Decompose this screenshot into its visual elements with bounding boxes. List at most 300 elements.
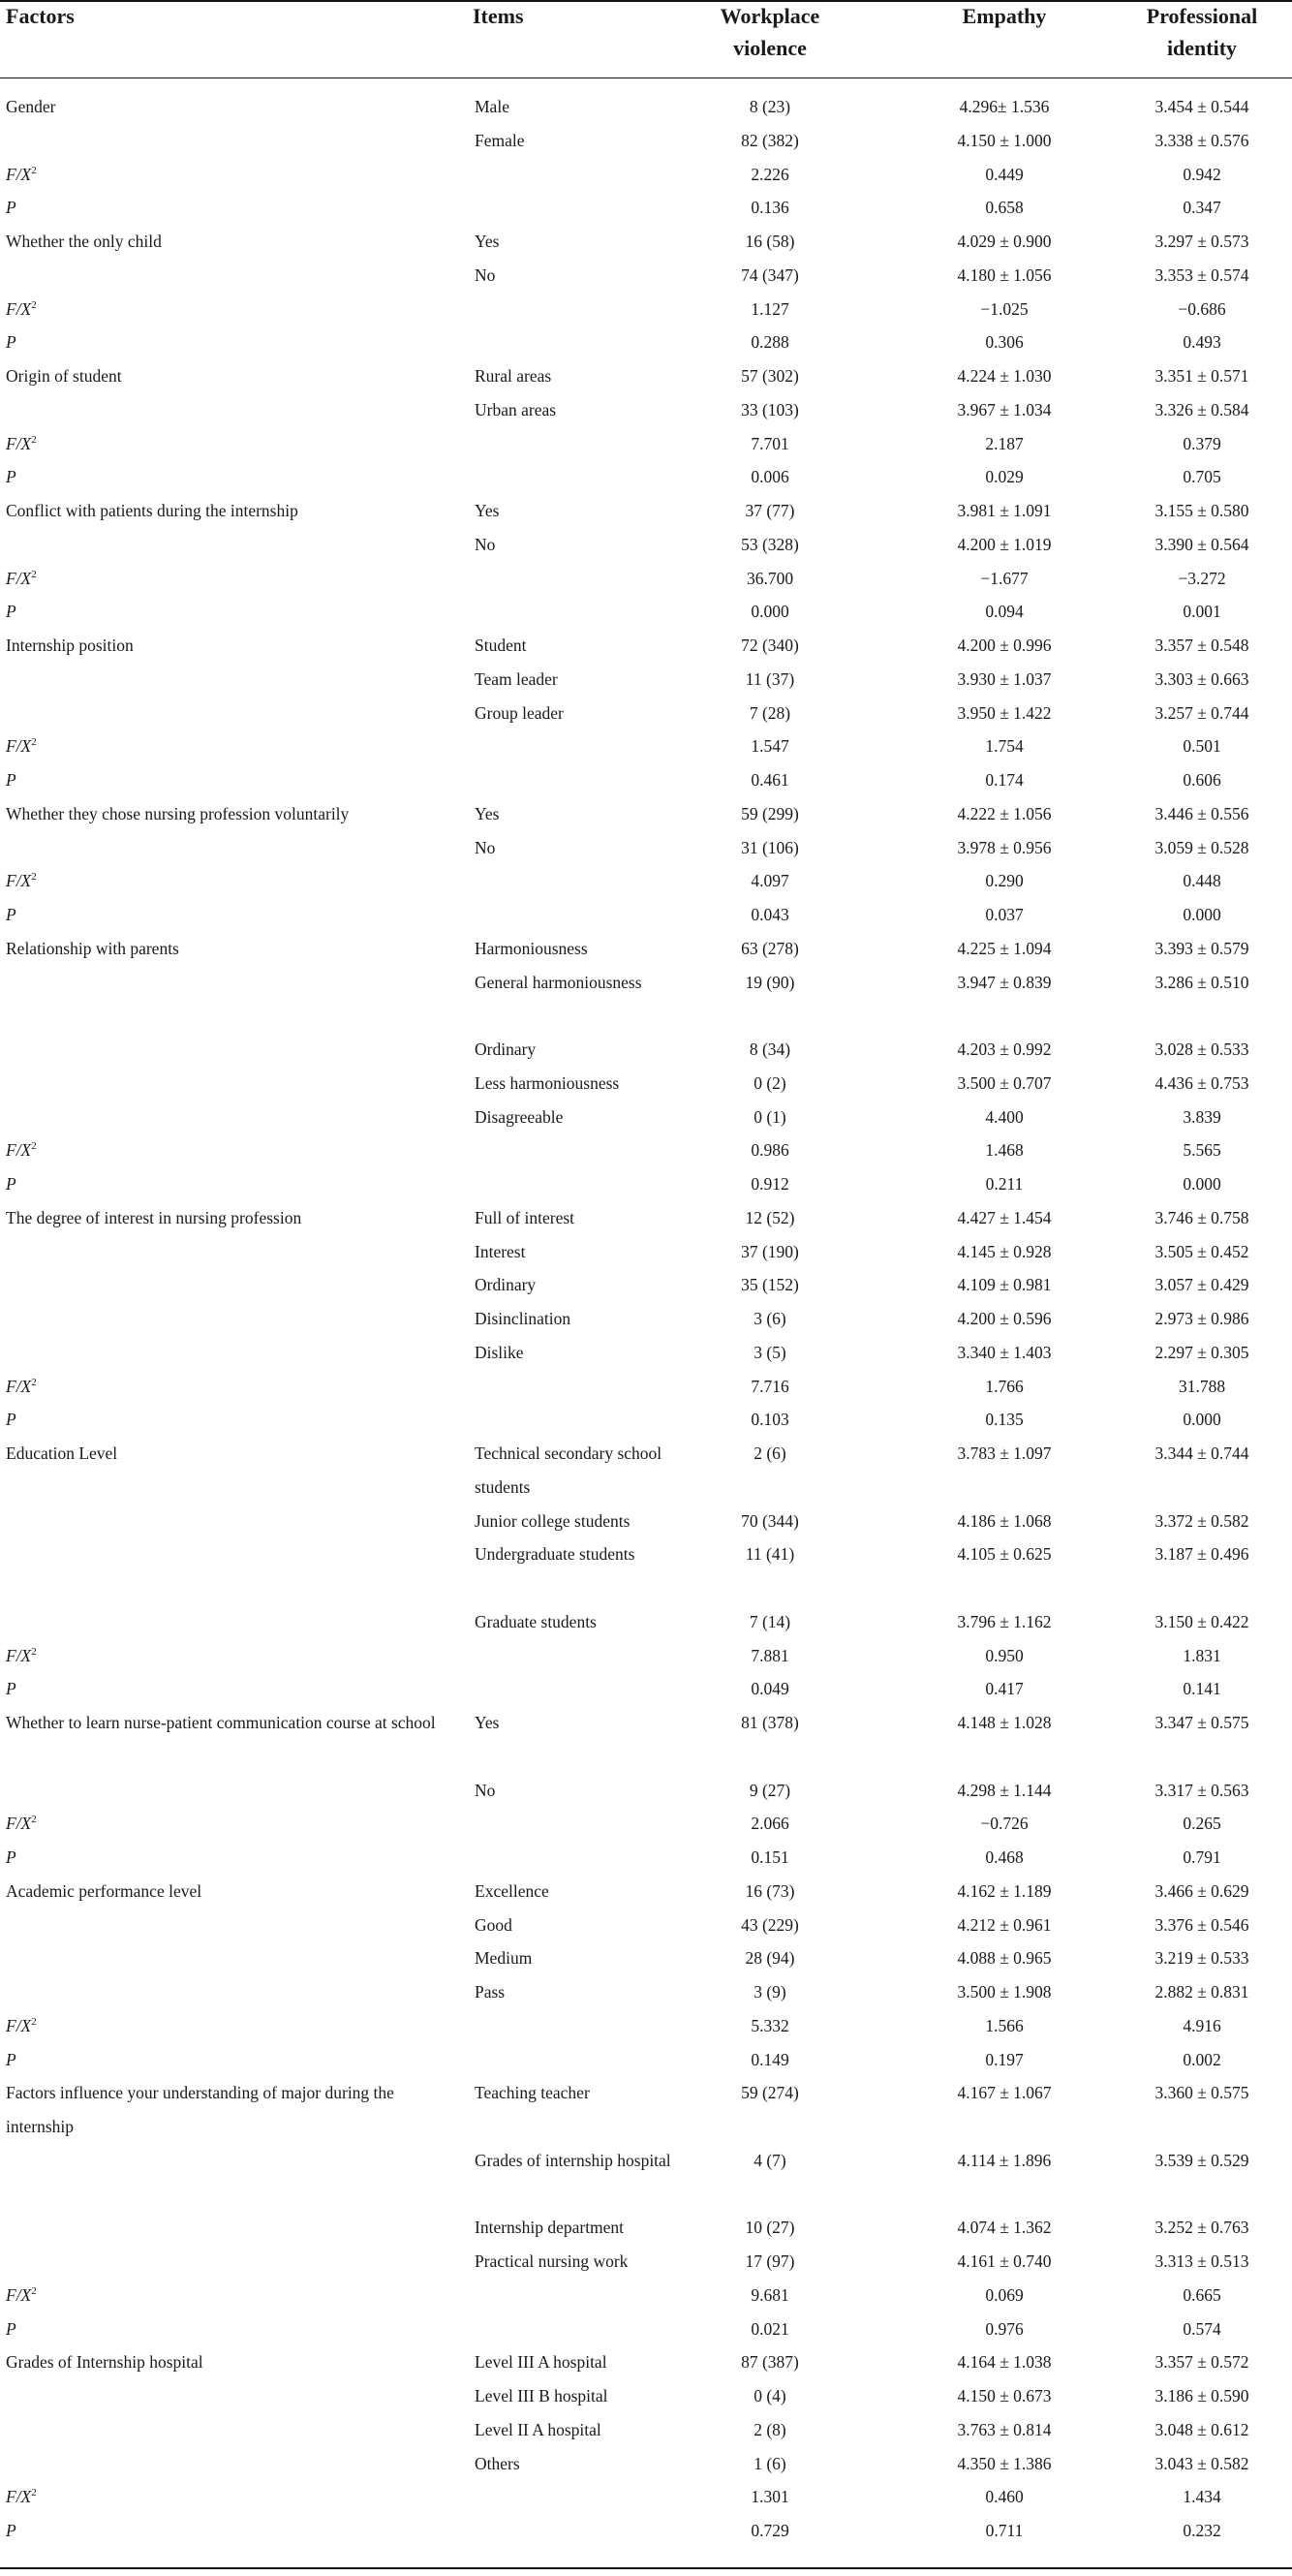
professional-identity-cell: 3.353 ± 0.574 [1154,264,1249,285]
empathy-cell: 4.029 ± 0.900 [957,232,1052,251]
professional-identity-cell: 3.351 ± 0.571 [1154,366,1249,386]
professional-identity-cell: 0.265 [1183,1814,1221,1834]
empathy-cell: −1.025 [980,298,1029,319]
workplace-violence-cell: 87 (387) [741,2352,799,2373]
professional-identity-cell: 3.347 ± 0.575 [1154,1713,1249,1732]
workplace-violence-cell: 3 (5) [754,1342,786,1362]
workplace-violence-cell: 1.547 [751,736,789,757]
stat-label [6,2009,461,2043]
item-cell: Graduate students [475,1611,597,1631]
item-cell: Yes [475,1713,500,1732]
professional-identity-cell: 3.155 ± 0.580 [1154,501,1249,520]
professional-identity-cell: 3.150 ± 0.422 [1154,1611,1249,1631]
item-cell: Interest [475,1241,526,1261]
empathy-cell: 4.105 ± 0.625 [957,1544,1052,1565]
workplace-violence-cell: 82 (382) [741,130,799,150]
professional-identity-cell: 3.454 ± 0.544 [1154,97,1249,116]
item-cell: Junior college students [475,1510,631,1531]
stat-row-p [0,460,1292,494]
item-cell: Undergraduate students [475,1544,635,1565]
factor-cell: Origin of student [6,366,122,386]
table-row [0,2379,1292,2413]
professional-identity-cell: 1.831 [1183,1645,1221,1665]
stat-label-text: P [6,2049,16,2069]
professional-identity-cell: 0.665 [1183,2284,1221,2305]
item-cell: Level III B hospital [475,2386,608,2405]
table-row [0,1909,1292,1942]
table-row [0,393,1292,427]
table-row [0,90,1292,124]
table-row [0,259,1292,293]
empathy-cell: 2.187 [985,433,1024,453]
table-row [0,1336,1292,1370]
header-workplace-violence [683,0,857,78]
empathy-cell: 3.950 ± 1.422 [957,702,1052,723]
empathy-cell: 3.967 ± 1.034 [957,399,1052,419]
workplace-violence-cell: 37 (77) [745,501,795,520]
professional-identity-cell: 3.059 ± 0.528 [1154,837,1249,857]
stat-label [6,898,461,932]
empathy-cell: 0.094 [985,602,1024,622]
empathy-cell: 4.109 ± 0.981 [957,1275,1052,1295]
item-cell: Practical nursing work [475,2251,629,2271]
table-row [0,629,1292,663]
professional-identity-cell: 3.338 ± 0.576 [1154,130,1249,150]
workplace-violence-cell: 9 (27) [749,1780,791,1800]
item-cell: No [475,264,496,285]
professional-identity-cell: 3.372 ± 0.582 [1154,1510,1249,1531]
stat-label [6,864,461,898]
empathy-cell: 3.783 ± 1.097 [957,1443,1052,1463]
professional-identity-cell: 3.297 ± 0.573 [1154,232,1249,251]
workplace-violence-cell: 17 (97) [745,2251,795,2271]
empathy-cell: 4.203 ± 0.992 [957,1040,1052,1059]
factor-cell: Factors influence your understanding of major during the internship [6,2083,394,2136]
item-cell: Less harmoniousness [475,1072,620,1093]
professional-identity-cell: 5.565 [1183,1140,1221,1161]
table-row [0,124,1292,158]
workplace-violence-cell: 0.986 [751,1140,789,1161]
stat-row-p [0,763,1292,797]
empathy-cell: 3.340 ± 1.403 [957,1342,1052,1362]
professional-identity-cell: 3.466 ± 0.629 [1154,1880,1249,1901]
stat-label-superscript: 2 [31,164,37,176]
empathy-cell: 0.658 [985,198,1024,218]
stat-label-text: P [6,1410,16,1430]
item-cell: Ordinary [475,1040,537,1059]
workplace-violence-cell: 7.881 [751,1645,789,1665]
workplace-violence-cell: 11 (37) [745,668,795,689]
stat-label [6,2312,461,2346]
item-cell: Level II A hospital [475,2419,601,2439]
table-row [0,1437,1292,1505]
professional-identity-cell: 3.539 ± 0.529 [1154,2150,1249,2170]
table-row [0,1201,1292,1235]
professional-identity-cell: 0.493 [1183,332,1221,353]
professional-identity-cell: 0.141 [1183,1679,1221,1699]
professional-identity-cell: 0.232 [1183,2521,1221,2540]
professional-identity-cell: 3.043 ± 0.582 [1154,2453,1249,2473]
table-row [0,1774,1292,1808]
stat-label [6,595,461,629]
empathy-cell: 4.200 ± 0.596 [957,1309,1052,1328]
empathy-cell: 3.763 ± 0.814 [957,2419,1052,2439]
item-cell: Others [475,2453,520,2473]
professional-identity-cell: 3.505 ± 0.452 [1154,1241,1249,1261]
stat-label-superscript: 2 [31,2015,37,2028]
workplace-violence-cell: 0.006 [751,467,789,487]
factor-cell: Gender [6,97,56,116]
item-cell: No [475,1780,496,1800]
workplace-violence-cell: 70 (344) [741,1510,799,1531]
stat-label-text: F/X [6,2487,32,2507]
stat-row-p [0,191,1292,225]
empathy-cell: 4.200 ± 1.019 [957,534,1052,554]
workplace-violence-cell: 0.103 [751,1410,789,1430]
empathy-cell: 4.145 ± 0.928 [957,1241,1052,1261]
professional-identity-cell: 3.344 ± 0.744 [1154,1443,1249,1463]
stat-label [6,1807,461,1841]
stat-label-text: F/X [6,1814,32,1834]
stat-row-f [0,1133,1292,1167]
table-row [0,663,1292,697]
stat-label-superscript: 2 [31,568,37,580]
workplace-violence-cell: 1.127 [751,298,789,319]
professional-identity-cell: 0.574 [1183,2318,1221,2339]
stat-label-text: P [6,770,16,790]
factor-cell: Whether the only child [6,232,162,251]
item-cell: Good [475,1914,512,1935]
empathy-cell: 4.150 ± 0.673 [957,2386,1052,2405]
professional-identity-cell: −3.272 [1178,568,1226,588]
stat-label-superscript: 2 [31,298,37,311]
professional-identity-cell: 3.048 ± 0.612 [1154,2419,1249,2439]
table-row [0,966,1292,1034]
stat-row-f [0,2480,1292,2514]
workplace-violence-cell: 81 (378) [741,1713,799,1732]
empathy-cell: 3.500 ± 0.707 [957,1072,1052,1093]
item-cell: General harmoniousness [475,972,642,992]
professional-identity-cell: 4.436 ± 0.753 [1154,1072,1249,1093]
item-cell: Ordinary [475,1275,537,1295]
stat-row-f [0,2009,1292,2043]
stat-label [6,763,461,797]
empathy-cell: 4.114 ± 1.896 [957,2150,1052,2170]
workplace-violence-cell: 1.301 [751,2487,789,2507]
professional-identity-cell: 0.379 [1183,433,1221,453]
stat-label-text: P [6,1174,16,1194]
workplace-violence-cell: 0.049 [751,1679,789,1699]
professional-identity-cell: 3.286 ± 0.510 [1154,972,1249,992]
stat-label-text: P [6,2318,16,2339]
factor-cell: Relationship with parents [6,938,179,958]
professional-identity-cell: 0.791 [1183,1847,1221,1867]
stat-row-p [0,595,1292,629]
empathy-cell: 0.290 [985,871,1024,891]
professional-identity-cell: 0.001 [1183,602,1221,622]
header-workplace-violence-line2: violence [733,36,807,60]
professional-identity-cell: 0.000 [1183,1174,1221,1194]
workplace-violence-cell: 0.461 [751,770,789,790]
stat-label-text: P [6,1847,16,1867]
item-cell: Male [475,97,509,116]
item-cell: Internship department [475,2218,625,2238]
professional-identity-cell: 3.252 ± 0.763 [1154,2218,1249,2238]
stat-label-superscript: 2 [31,1376,37,1388]
stat-row-f [0,1807,1292,1841]
empathy-cell: 3.930 ± 1.037 [957,668,1052,689]
empathy-cell: 4.164 ± 1.038 [957,2352,1052,2373]
workplace-violence-cell: 4 (7) [754,2150,786,2170]
professional-identity-cell: 3.028 ± 0.533 [1154,1040,1249,1059]
stat-label-text: F/X [6,871,32,891]
item-cell: Urban areas [475,399,557,419]
workplace-violence-cell: 0.043 [751,905,789,924]
item-cell: Medium [475,1948,533,1969]
professional-identity-cell: 0.501 [1183,736,1221,757]
professional-identity-cell: 3.360 ± 0.575 [1154,2083,1249,2103]
empathy-cell: 4.167 ± 1.067 [957,2083,1052,2103]
table-row [0,1268,1292,1302]
professional-identity-cell: 0.000 [1183,905,1221,924]
empathy-cell: 4.225 ± 1.094 [957,938,1052,958]
workplace-violence-cell: 0.912 [751,1174,789,1194]
stat-row-p [0,1403,1292,1437]
stat-label-superscript: 2 [31,2284,37,2297]
stat-label-superscript: 2 [31,1814,37,1826]
stat-row-f [0,2279,1292,2312]
empathy-cell: 0.449 [985,164,1024,184]
professional-identity-cell: −0.686 [1178,298,1226,319]
empathy-cell: 4.186 ± 1.068 [957,1510,1052,1531]
workplace-violence-cell: 8 (23) [749,97,791,116]
item-cell: Female [475,130,525,150]
stat-label-text: P [6,198,16,218]
empathy-cell: 4.222 ± 1.056 [957,803,1052,823]
table-header [0,0,1292,78]
workplace-violence-cell: 0.151 [751,1847,789,1867]
stat-label-text: F/X [6,164,32,184]
table-row [0,2447,1292,2481]
workplace-violence-cell: 0.000 [751,602,789,622]
stat-label-text: F/X [6,1376,32,1396]
item-cell: No [475,837,496,857]
stat-label [6,2043,461,2077]
empathy-cell: 4.350 ± 1.386 [957,2453,1052,2473]
workplace-violence-cell: 57 (302) [741,366,799,386]
workplace-violence-cell: 31 (106) [741,837,799,857]
table-row [0,1067,1292,1101]
stat-label [6,562,461,596]
empathy-cell: 4.148 ± 1.028 [957,1713,1052,1732]
workplace-violence-cell: 59 (274) [741,2083,799,2103]
stat-label [6,460,461,494]
stat-label-text: P [6,905,16,924]
workplace-violence-cell: 5.332 [751,2015,789,2035]
workplace-violence-cell: 19 (90) [745,972,795,992]
empathy-cell: 0.976 [985,2318,1024,2339]
stat-label [6,158,461,192]
professional-identity-cell: 3.446 ± 0.556 [1154,803,1249,823]
workplace-violence-cell: 74 (347) [741,264,799,285]
item-cell: Yes [475,501,500,520]
workplace-violence-cell: 3 (6) [754,1309,786,1328]
empathy-cell: 0.468 [985,1847,1024,1867]
empathy-cell: 3.947 ± 0.839 [957,972,1052,992]
workplace-violence-cell: 0.149 [751,2049,789,2069]
workplace-violence-cell: 4.097 [751,871,789,891]
stat-label [6,1370,461,1404]
professional-identity-cell: 31.788 [1178,1376,1226,1396]
workplace-violence-cell: 2.226 [751,164,789,184]
stat-label-superscript: 2 [31,433,37,446]
empathy-cell: 4.162 ± 1.189 [957,1880,1052,1901]
item-cell: Student [475,636,527,655]
stat-label [6,2514,461,2548]
table-row [0,1875,1292,1909]
table-row [0,225,1292,259]
professional-identity-cell: 0.347 [1183,198,1221,218]
stat-row-f [0,729,1292,763]
professional-identity-cell: 3.257 ± 0.744 [1154,702,1249,723]
workplace-violence-cell: 7.716 [751,1376,789,1396]
empathy-cell: 4.296± 1.536 [959,97,1050,116]
factor-cell: Academic performance level [6,1880,202,1901]
empathy-cell: 0.211 [985,1174,1024,1194]
empathy-cell: 0.069 [985,2284,1024,2305]
stat-row-f [0,293,1292,326]
workplace-violence-cell: 7.701 [751,433,789,453]
stat-row-p [0,1672,1292,1706]
stat-row-f [0,1639,1292,1673]
empathy-cell: 4.074 ± 1.362 [957,2218,1052,2238]
empathy-cell: 4.088 ± 0.965 [957,1948,1052,1969]
stat-row-f [0,158,1292,192]
stat-label-text: F/X [6,736,32,757]
item-cell: No [475,534,496,554]
factor-cell: Grades of Internship hospital [6,2352,203,2373]
stat-label [6,293,461,326]
item-cell: Disinclination [475,1309,571,1328]
professional-identity-cell: 0.000 [1183,1410,1221,1430]
professional-identity-cell: 3.357 ± 0.548 [1154,636,1249,655]
table-row [0,1706,1292,1774]
table-row [0,1033,1292,1067]
workplace-violence-cell: 0.729 [751,2521,789,2540]
item-cell: Dislike [475,1342,524,1362]
workplace-violence-cell: 8 (34) [749,1040,791,1059]
empathy-cell: 0.037 [985,905,1024,924]
table-row [0,1605,1292,1639]
stat-label-text: P [6,467,16,487]
empathy-cell: 4.400 [985,1106,1024,1127]
empathy-cell: −1.677 [980,568,1029,588]
stat-row-f [0,864,1292,898]
table-row [0,1941,1292,1975]
stat-label-text: F/X [6,433,32,453]
workplace-violence-cell: 43 (229) [741,1914,799,1935]
workplace-violence-cell: 2 (6) [754,1443,786,1463]
professional-identity-cell: 4.916 [1183,2015,1221,2035]
table-row [0,1101,1292,1134]
professional-identity-cell: 0.942 [1183,164,1221,184]
empathy-cell: 3.500 ± 1.908 [957,1982,1052,2002]
stat-label [6,729,461,763]
item-cell: Excellence [475,1880,549,1901]
empathy-cell: 0.029 [985,467,1024,487]
workplace-violence-cell: 2 (8) [754,2419,786,2439]
empathy-cell: 4.180 ± 1.056 [957,264,1052,285]
empathy-cell: 4.212 ± 0.961 [957,1914,1052,1935]
workplace-violence-cell: 7 (28) [749,702,791,723]
item-cell: Harmoniousness [475,938,588,958]
table-row [0,2413,1292,2447]
stat-row-p [0,898,1292,932]
table-row [0,1505,1292,1538]
empathy-cell: 3.978 ± 0.956 [957,837,1052,857]
header-professional-identity-line1: Professional [1146,4,1258,28]
empathy-cell: 1.566 [985,2015,1024,2035]
workplace-violence-cell: 36.700 [746,568,794,588]
stat-label-text: F/X [6,1140,32,1161]
workplace-violence-cell: 0.021 [751,2318,789,2339]
professional-identity-cell: 0.705 [1183,467,1221,487]
header-empathy: Empathy [962,4,1047,28]
stat-label-superscript: 2 [31,871,37,884]
empathy-cell: 1.468 [985,1140,1024,1161]
stat-label-superscript: 2 [31,736,37,749]
workplace-violence-cell: 63 (278) [741,938,799,958]
empathy-cell: 0.174 [985,770,1024,790]
stat-row-p [0,326,1292,359]
professional-identity-cell: 3.219 ± 0.533 [1154,1948,1249,1969]
stat-row-p [0,1167,1292,1201]
empathy-cell: 0.135 [985,1410,1024,1430]
workplace-violence-cell: 72 (340) [741,636,799,655]
professional-identity-cell: 2.297 ± 0.305 [1154,1342,1249,1362]
workplace-violence-cell: 10 (27) [745,2218,795,2238]
workplace-violence-cell: 0 (2) [754,1072,786,1093]
workplace-violence-cell: 16 (73) [745,1880,795,1901]
professional-identity-cell: 3.057 ± 0.429 [1154,1275,1249,1295]
stat-row-p [0,2514,1292,2548]
stat-row-f [0,427,1292,461]
item-cell: Pass [475,1982,506,2002]
item-cell: Full of interest [475,1207,575,1227]
empathy-cell: 3.981 ± 1.091 [957,501,1052,520]
item-cell: Yes [475,232,500,251]
workplace-violence-cell: 1 (6) [754,2453,786,2473]
stat-label [6,2480,461,2514]
table-row [0,2245,1292,2279]
stat-label-text: F/X [6,2015,32,2035]
professional-identity-cell: 3.357 ± 0.572 [1154,2352,1249,2373]
stat-label-text: F/X [6,568,32,588]
stat-row-f [0,1370,1292,1404]
stat-label [6,1167,461,1201]
professional-identity-cell: 2.882 ± 0.831 [1154,1982,1249,2002]
empathy-cell: 4.150 ± 1.000 [957,130,1052,150]
empathy-cell: 0.417 [985,1679,1024,1699]
item-cell: Disagreeable [475,1106,564,1127]
empathy-cell: 0.306 [985,332,1024,353]
professional-identity-cell: 3.376 ± 0.546 [1154,1914,1249,1935]
professional-identity-cell: 0.448 [1183,871,1221,891]
professional-identity-cell: 1.434 [1183,2487,1221,2507]
header-items: Items [473,4,524,28]
professional-identity-cell: 0.606 [1183,770,1221,790]
empathy-cell: 4.427 ± 1.454 [957,1207,1052,1227]
